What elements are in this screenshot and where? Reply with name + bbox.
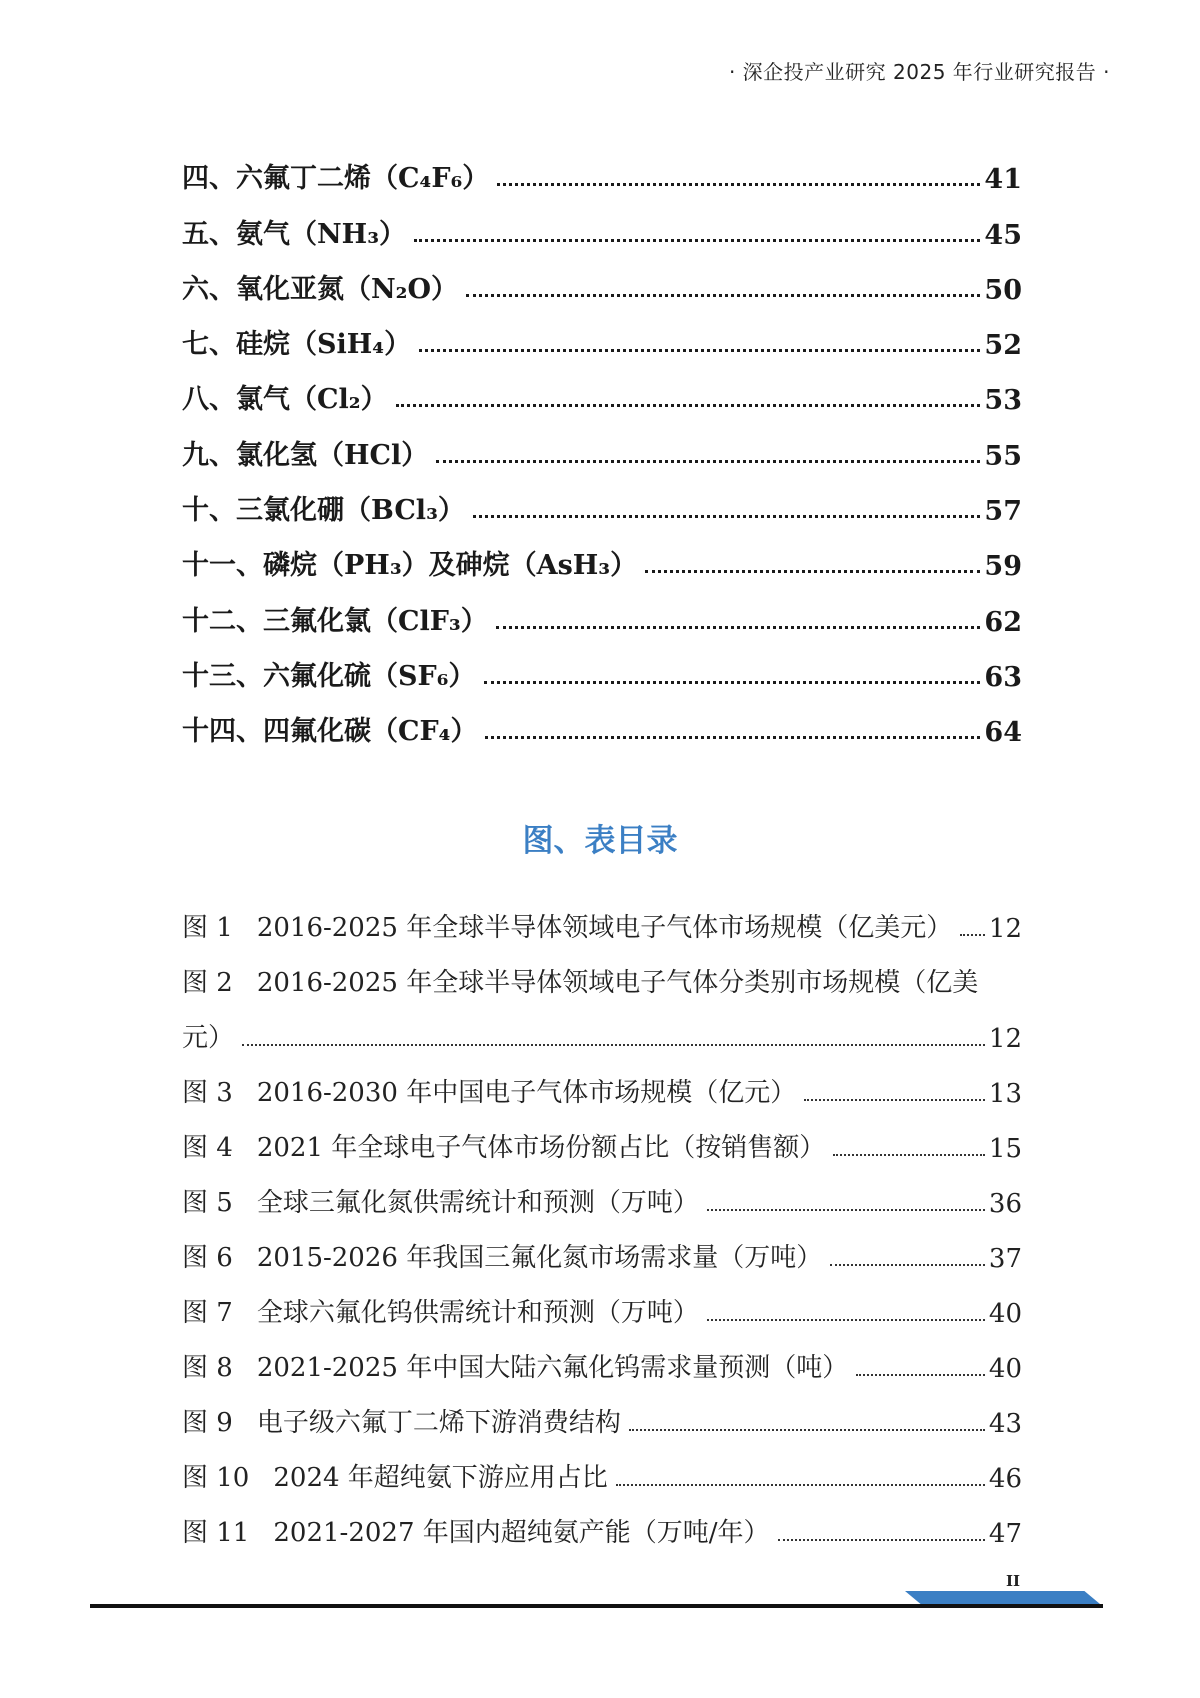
figure-entry[interactable]: [182, 1274, 1022, 1329]
figure-number: 图 4: [182, 1133, 233, 1163]
toc-entry[interactable]: [182, 416, 1022, 471]
toc-entry-title: 十二、三氟化氯（ClF₃）: [182, 605, 488, 637]
figure-page: 12: [988, 1024, 1022, 1054]
toc-entry-page: 45: [984, 219, 1022, 251]
figure-number: 图 8: [182, 1353, 233, 1383]
figure-page: 36: [988, 1189, 1022, 1219]
toc-entry[interactable]: [182, 306, 1022, 361]
toc-entry-page: 53: [984, 385, 1022, 417]
toc-entry-page: 57: [984, 496, 1022, 528]
toc-entry[interactable]: [182, 527, 1022, 582]
leader-dots: [804, 1099, 985, 1101]
figure-number: 图 9: [182, 1408, 233, 1438]
figure-title: 电子级六氟丁二烯下游消费结构: [256, 1408, 621, 1438]
figure-number: 图 11: [182, 1518, 250, 1548]
leader-dots: [645, 570, 980, 573]
toc-entry-page: 59: [984, 551, 1022, 583]
toc-entry-title: 十四、四氟化碳（CF₄）: [182, 716, 478, 748]
leader-dots: [497, 183, 980, 186]
figure-number: 图 10: [182, 1463, 250, 1493]
figure-title-continuation: 元）: [182, 1023, 235, 1053]
figure-page: 40: [988, 1299, 1022, 1329]
toc-entry-title: 四、六氟丁二烯（C₄F₆）: [182, 163, 490, 195]
figure-entry[interactable]: [182, 889, 1022, 944]
toc-entry-title: 六、氧化亚氮（N₂O）: [182, 273, 459, 305]
leader-dots: [242, 1044, 985, 1046]
toc-entry-page: 63: [984, 661, 1022, 693]
figure-entry[interactable]: [182, 1109, 1022, 1164]
toc-entry-title: 八、氯气（Cl₂）: [182, 384, 388, 416]
figure-entry[interactable]: [182, 1054, 1022, 1109]
figure-title: 2016-2025 年全球半导体领域电子气体分类别市场规模（亿美: [256, 968, 979, 998]
toc-entry-title: 十三、六氟化硫（SF₆）: [182, 660, 476, 692]
figure-title: 2021-2027 年国内超纯氨产能（万吨/年）: [273, 1518, 770, 1548]
leader-dots: [629, 1429, 985, 1431]
leader-dots: [496, 626, 981, 629]
figure-number: 图 6: [182, 1243, 233, 1273]
figure-title: 全球六氟化钨供需统计和预测（万吨）: [256, 1298, 699, 1328]
figure-page: 12: [988, 914, 1022, 944]
leader-dots: [707, 1209, 985, 1211]
figure-page: 37: [988, 1244, 1022, 1274]
toc-entry[interactable]: [182, 693, 1022, 748]
toc-entry-page: 50: [984, 274, 1022, 306]
toc-entry-page: 41: [984, 164, 1022, 196]
toc-entry-title: 九、氯化氢（HCl）: [182, 439, 429, 471]
leader-dots: [830, 1264, 985, 1266]
leader-dots: [960, 934, 985, 936]
figure-title: 2015-2026 年我国三氟化氮市场需求量（万吨）: [256, 1243, 823, 1273]
figure-title: 2016-2030 年中国电子气体市场规模（亿元）: [256, 1078, 797, 1108]
figure-entry[interactable]: [182, 1384, 1022, 1439]
toc-entry-title: 十一、磷烷（PH₃）及砷烷（AsH₃）: [182, 550, 638, 582]
figure-entry[interactable]: [182, 1164, 1022, 1219]
figure-page: 47: [988, 1519, 1022, 1549]
figure-entry[interactable]: [182, 1439, 1022, 1494]
figure-entry[interactable]: [182, 1219, 1022, 1274]
toc-entry-title: 七、硅烷（SiH₄）: [182, 329, 412, 361]
figure-title: 2021-2025 年中国大陆六氟化钨需求量预测（吨）: [256, 1353, 849, 1383]
figure-page: 46: [988, 1464, 1022, 1494]
figure-page: 15: [988, 1134, 1022, 1164]
toc-entry-page: 62: [984, 606, 1022, 638]
toc-entry[interactable]: [182, 140, 1022, 195]
toc-entry-title: 五、氨气（NH₃）: [182, 218, 407, 250]
leader-dots: [616, 1484, 985, 1486]
figure-title: 2021 年全球电子气体市场份额占比（按销售额）: [256, 1133, 826, 1163]
leader-dots: [396, 404, 981, 407]
figure-number: 图 7: [182, 1298, 233, 1328]
report-header: · 深企投产业研究 2025 年行业研究报告 ·: [728, 60, 1110, 84]
figure-entry[interactable]: [182, 1329, 1022, 1384]
figure-page: 13: [988, 1079, 1022, 1109]
toc-entry-page: 52: [984, 330, 1022, 362]
toc-entry[interactable]: [182, 582, 1022, 637]
figure-entry-continuation[interactable]: [182, 999, 1022, 1054]
leader-dots: [485, 736, 980, 739]
footer-rule: [90, 1604, 1103, 1608]
toc-entry-page: 55: [984, 440, 1022, 472]
leader-dots: [856, 1374, 985, 1376]
figure-entry[interactable]: [182, 944, 1022, 999]
leader-dots: [473, 515, 981, 518]
leader-dots: [414, 239, 980, 242]
figure-entry[interactable]: [182, 1494, 1022, 1549]
figure-list: [182, 889, 1022, 1549]
figure-number: 图 2: [182, 968, 233, 998]
figure-page: 40: [988, 1354, 1022, 1384]
toc-entry-title: 十、三氯化硼（BCl₃）: [182, 495, 465, 527]
leader-dots: [484, 681, 981, 684]
toc-entry[interactable]: [182, 472, 1022, 527]
figure-number: 图 1: [182, 913, 233, 943]
footer-accent-bar: [905, 1591, 1100, 1604]
leader-dots: [778, 1539, 985, 1541]
page-number: II: [1006, 1572, 1021, 1590]
figure-title: 全球三氟化氮供需统计和预测（万吨）: [256, 1188, 699, 1218]
figures-section-title: 图、表目录: [522, 823, 678, 859]
toc-entry[interactable]: [182, 195, 1022, 250]
leader-dots: [436, 460, 980, 463]
toc-entry-page: 64: [984, 717, 1022, 749]
toc-entry[interactable]: [182, 361, 1022, 416]
leader-dots: [707, 1319, 985, 1321]
figure-number: 图 5: [182, 1188, 233, 1218]
leader-dots: [466, 294, 980, 297]
table-of-contents: [182, 140, 1022, 748]
leader-dots: [419, 349, 980, 352]
figure-title: 2016-2025 年全球半导体领域电子气体市场规模（亿美元）: [256, 913, 953, 943]
leader-dots: [833, 1154, 985, 1156]
toc-entry[interactable]: [182, 251, 1022, 306]
toc-entry[interactable]: [182, 638, 1022, 693]
figure-page: 43: [988, 1409, 1022, 1439]
figure-title: 2024 年超纯氨下游应用占比: [273, 1463, 608, 1493]
figure-number: 图 3: [182, 1078, 233, 1108]
